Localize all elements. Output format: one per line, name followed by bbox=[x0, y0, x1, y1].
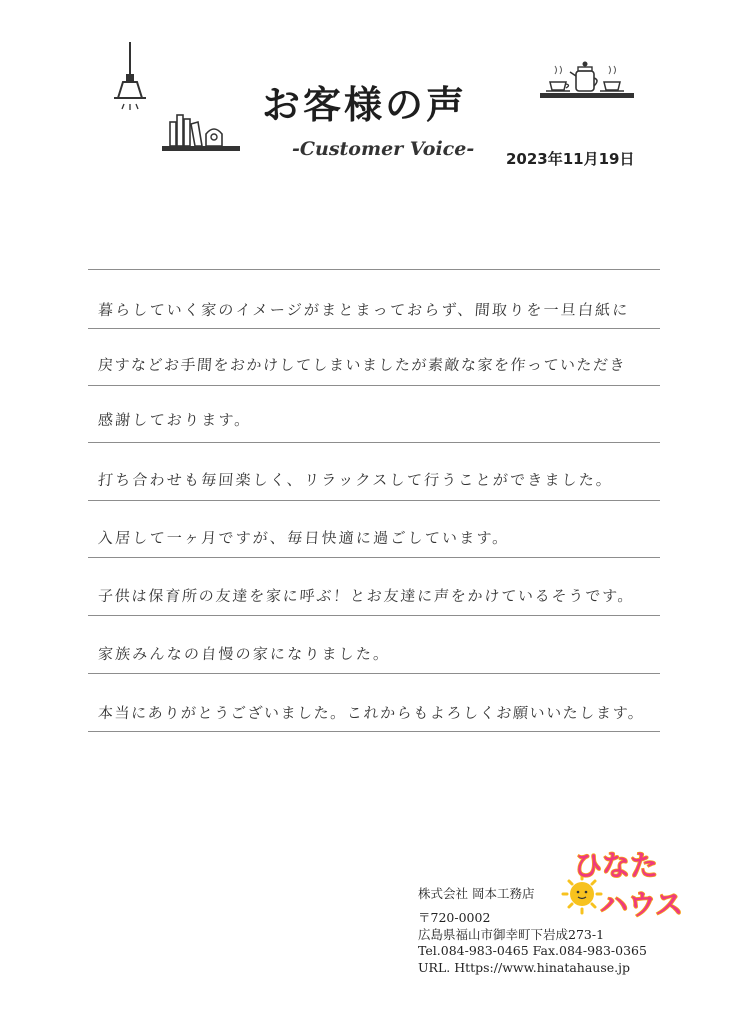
ruled-line bbox=[88, 615, 660, 616]
letter-line: 本当にありがとうございました。これからもよろしくお願いいたします。 bbox=[97, 704, 646, 722]
letter-date: 2023年11月19日 bbox=[506, 150, 635, 168]
company-address: 広島県福山市御幸町下岩成273-1 bbox=[418, 926, 605, 942]
hinata-house-logo bbox=[556, 848, 688, 920]
letter-line: 感謝しております。 bbox=[97, 411, 253, 429]
letter-line: 暮らしていく家のイメージがまとまっておらず、間取りを一旦白紙に bbox=[97, 301, 631, 319]
bookshelf-icon bbox=[162, 110, 242, 154]
tea-set-icon bbox=[538, 56, 636, 102]
ruled-line bbox=[88, 442, 660, 443]
postal-code: 〒720-0002 bbox=[418, 910, 491, 925]
ruled-line bbox=[88, 557, 660, 558]
letter-line: 家族みんなの自慢の家になりました。 bbox=[97, 645, 392, 663]
page-subtitle: -Customer Voice- bbox=[292, 138, 475, 160]
company-name: 株式会社 岡本工務店 bbox=[418, 886, 535, 901]
svg-text:ハウス: ハウス bbox=[600, 888, 684, 920]
svg-text:ひなた: ひなた bbox=[574, 849, 659, 882]
ruled-line bbox=[88, 269, 660, 270]
ruled-line bbox=[88, 731, 660, 732]
letter-line: 子供は保育所の友達を家に呼ぶ！とお友達に声をかけているそうです。 bbox=[97, 587, 636, 605]
pendant-lamp-icon bbox=[106, 40, 156, 116]
ruled-line bbox=[88, 673, 660, 674]
company-url: URL. Https://www.hinatahause.jp bbox=[418, 959, 631, 975]
ruled-line bbox=[88, 500, 660, 501]
letter-line: 戻すなどお手間をおかけしてしまいましたが素敵な家を作っていただき bbox=[97, 356, 627, 374]
letter-line: 入居して一ヶ月ですが、毎日快適に過ごしています。 bbox=[97, 529, 511, 547]
page-title: お客様の声 bbox=[262, 83, 468, 127]
ruled-line bbox=[88, 328, 660, 329]
letter-line: 打ち合わせも毎回楽しく、リラックスして行うことができました。 bbox=[97, 471, 614, 489]
company-phone-fax: Tel.084-983-0465 Fax.084-983-0365 bbox=[418, 943, 647, 958]
ruled-line bbox=[88, 385, 660, 386]
